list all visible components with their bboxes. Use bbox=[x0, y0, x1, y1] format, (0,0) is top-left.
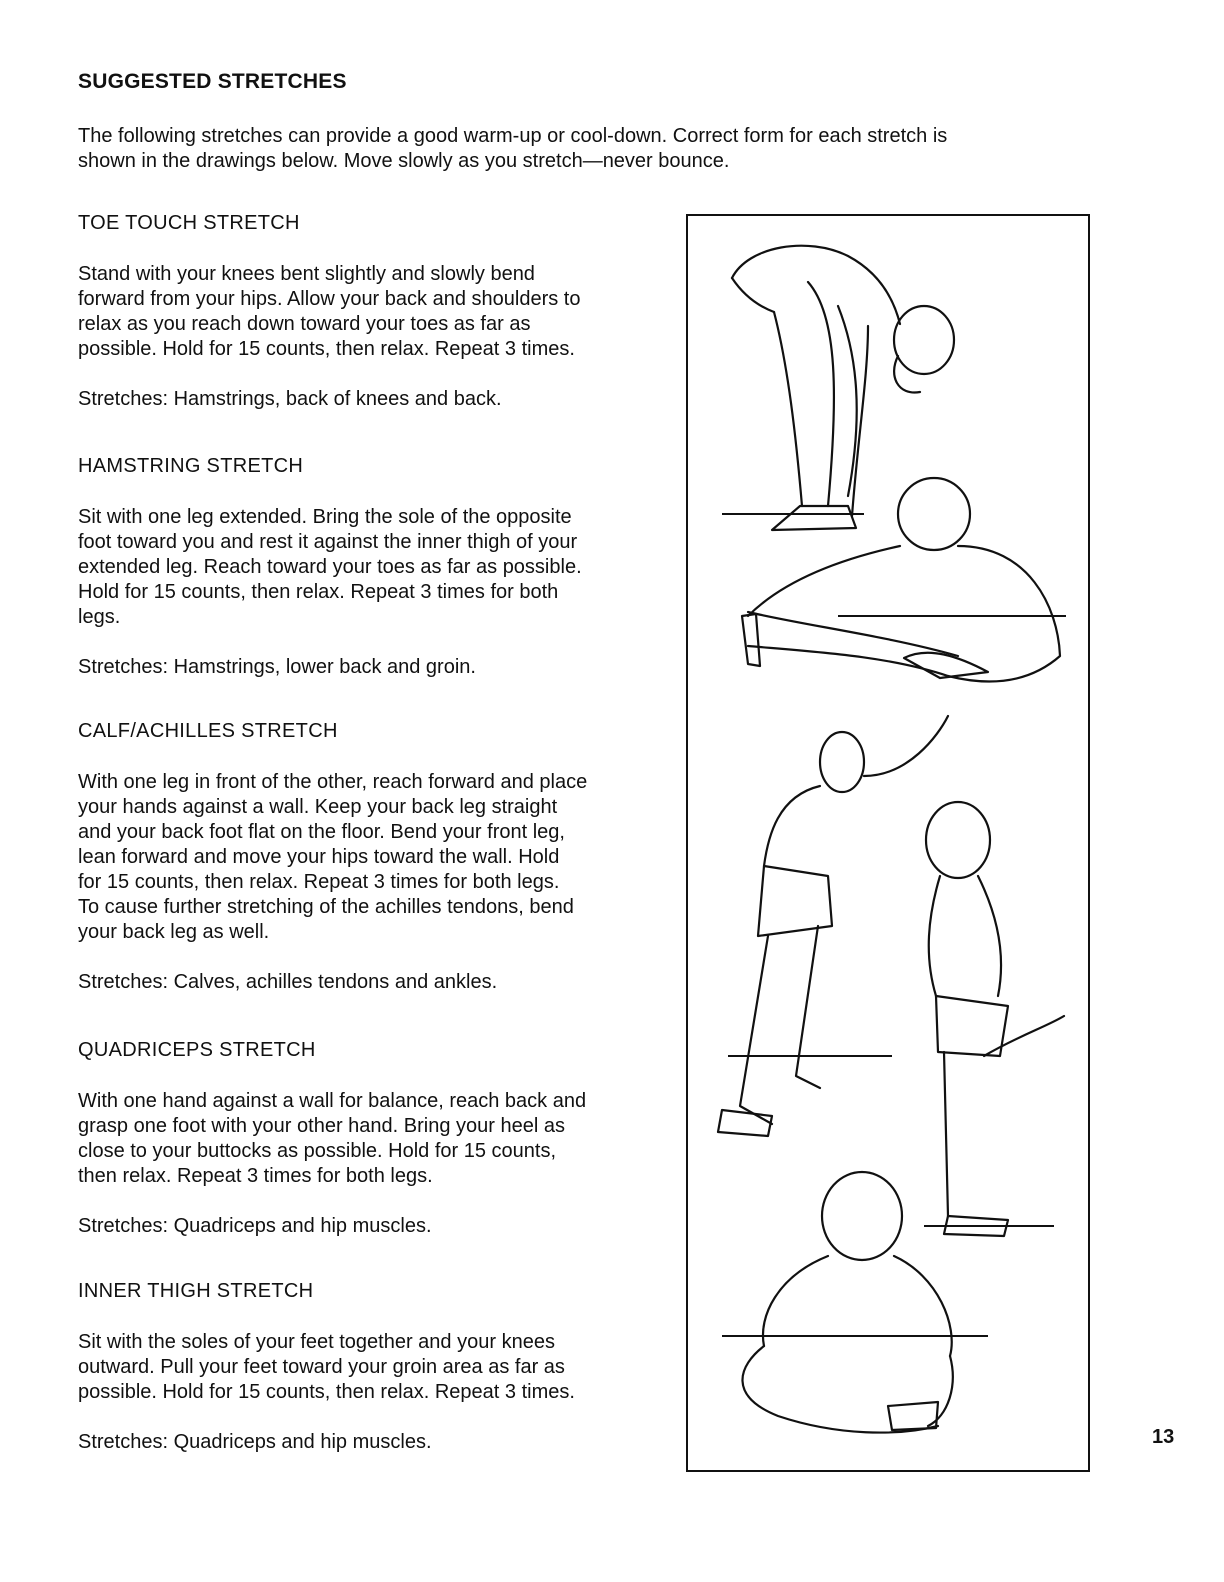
body-line: forward from your hips. Allow your back and shoulders to bbox=[78, 288, 581, 310]
body-line: for 15 counts, then relax. Repeat 3 times for both legs. bbox=[78, 871, 560, 893]
body-line: close to your buttocks as possible. Hold for 15 counts, bbox=[78, 1140, 557, 1162]
stretches-line: Stretches: Hamstrings, lower back and groin. bbox=[78, 656, 476, 678]
stretches-line: Stretches: Hamstrings, back of knees and back. bbox=[78, 388, 502, 410]
stretches-line: Stretches: Quadriceps and hip muscles. bbox=[78, 1215, 432, 1237]
page-number: 13 bbox=[1152, 1426, 1175, 1448]
stretches-line: Stretches: Quadriceps and hip muscles. bbox=[78, 1431, 432, 1453]
body-line: Hold for 15 counts, then relax. Repeat 3 times for both bbox=[78, 581, 559, 603]
stretches-line: Stretches: Calves, achilles tendons and ankles. bbox=[78, 971, 498, 993]
body-line: legs. bbox=[78, 606, 121, 628]
body-line: grasp one foot with your other hand. Bring your heel as bbox=[78, 1115, 565, 1137]
section-calf-achilles bbox=[78, 719, 658, 995]
section-heading: HAMSTRING STRETCH bbox=[78, 455, 304, 477]
body-line: With one leg in front of the other, reach forward and place bbox=[78, 771, 588, 793]
section-heading: TOE TOUCH STRETCH bbox=[78, 212, 300, 234]
toe-touch-figure bbox=[722, 246, 954, 530]
body-line: extended leg. Reach toward your toes as far as possible. bbox=[78, 556, 582, 578]
body-line: possible. Hold for 15 counts, then relax. Repeat 3 times. bbox=[78, 338, 575, 360]
body-line: then relax. Repeat 3 times for both legs. bbox=[78, 1165, 433, 1187]
hamstring-figure bbox=[742, 478, 1066, 681]
section-heading: QUADRICEPS STRETCH bbox=[78, 1039, 316, 1061]
body-line: To cause further stretching of the achilles tendons, bend bbox=[78, 896, 574, 918]
body-line: and your back foot flat on the floor. Bend your front leg, bbox=[78, 821, 565, 843]
section-inner-thigh bbox=[78, 1279, 658, 1455]
body-line: relax as you reach down toward your toes as far as bbox=[78, 313, 531, 335]
stretch-illustrations-panel bbox=[686, 214, 1090, 1472]
section-toe-touch bbox=[78, 211, 658, 412]
body-line: With one hand against a wall for balance, reach back and bbox=[78, 1090, 587, 1112]
section-hamstring bbox=[78, 454, 658, 680]
body-line: your back leg as well. bbox=[78, 921, 270, 943]
page-title: SUGGESTED STRETCHES bbox=[78, 70, 347, 93]
intro-paragraph bbox=[78, 124, 1078, 174]
calf-achilles-figure bbox=[718, 716, 948, 1136]
section-heading: INNER THIGH STRETCH bbox=[78, 1280, 314, 1302]
section-heading: CALF/ACHILLES STRETCH bbox=[78, 720, 338, 742]
body-line: your hands against a wall. Keep your back leg straight bbox=[78, 796, 558, 818]
intro-line: shown in the drawings below. Move slowly as you stretch—never bounce. bbox=[78, 150, 730, 172]
quadriceps-figure bbox=[924, 802, 1064, 1236]
intro-line: The following stretches can provide a good warm-up or cool-down. Correct form for each stretch is bbox=[78, 125, 948, 147]
body-line: Sit with one leg extended. Bring the sole of the opposite bbox=[78, 506, 572, 528]
body-line: foot toward you and rest it against the inner thigh of your bbox=[78, 531, 578, 553]
body-line: possible. Hold for 15 counts, then relax. Repeat 3 times. bbox=[78, 1381, 575, 1403]
body-line: lean forward and move your hips toward the wall. Hold bbox=[78, 846, 560, 868]
body-line: Sit with the soles of your feet together and your knees bbox=[78, 1331, 555, 1353]
body-line: Stand with your knees bent slightly and slowly bend bbox=[78, 263, 535, 285]
body-line: outward. Pull your feet toward your groin area as far as bbox=[78, 1356, 565, 1378]
section-quadriceps bbox=[78, 1038, 658, 1239]
stretch-illustrations bbox=[688, 216, 1088, 1470]
